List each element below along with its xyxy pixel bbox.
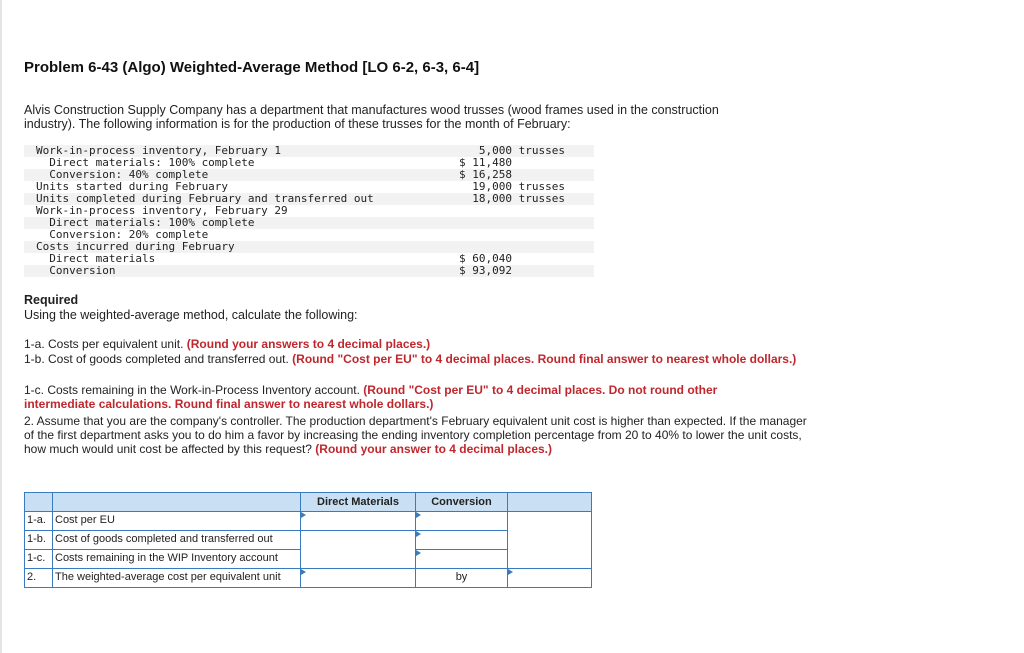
input-marker-icon (416, 531, 421, 537)
instruction-text: 2. Assume that you are the company's controller. The production department's February equivalent unit cost is higher than expected. If the manager of the first department asks you to do him a favor by increasing the ending inventory completion percentage from 20 to 40% to lower the unit costs, how much would unit cost be affected by this request? (24, 414, 807, 456)
instruction-1a (24, 337, 804, 351)
header-blank-num (24, 492, 53, 512)
header-blank-label (52, 492, 301, 512)
required-subheading: Using the weighted-average method, calculate the following: (24, 308, 358, 322)
rounding-note: (Round your answers to 4 decimal places.) (186, 337, 431, 351)
column-divider (300, 530, 301, 569)
data-value: 18,000 trusses (459, 192, 565, 205)
data-label: Conversion: 40% complete (36, 168, 209, 181)
instruction-1c (24, 383, 764, 411)
cost-change-amount-input[interactable] (507, 568, 592, 588)
data-label: Costs incurred during February (36, 240, 235, 253)
data-value: 19,000 trusses (459, 180, 565, 193)
rounding-note: (Round "Cost per EU" to 4 decimal places. Do not round other intermediate calculations. Round final answer to nearest whole dollars.) (24, 383, 718, 411)
instruction-text: 1-b. Cost of goods completed and transferred out. (24, 352, 293, 366)
cost-change-direction-select[interactable] (300, 568, 416, 588)
row-number: 1-a. (24, 511, 53, 531)
required-heading: Required (24, 293, 79, 307)
instruction-1b (24, 352, 804, 366)
input-marker-icon (301, 512, 306, 518)
input-marker-icon (508, 569, 513, 575)
data-value: $ 16,258 (459, 168, 512, 181)
intro-paragraph: Alvis Construction Supply Company has a department that manufactures wood trusses (wood frames used in the construction industry). The following information is for the production of these trusses for the month of February: (24, 103, 719, 131)
data-label: Direct materials: 100% complete (36, 216, 255, 229)
data-label: Work-in-process inventory, February 1 (36, 144, 282, 157)
wip-remaining-input[interactable] (415, 549, 508, 569)
data-value: 5,000 trusses (459, 144, 565, 157)
header-direct-materials: Direct Materials (300, 492, 416, 512)
blank-region (507, 511, 592, 569)
problem-title: Problem 6-43 (Algo) Weighted-Average Method [LO 6-2, 6-3, 6-4] (24, 59, 480, 76)
data-value: $ 11,480 (459, 156, 512, 169)
data-value: $ 93,092 (459, 264, 512, 277)
cost-per-eu-conversion-input[interactable] (415, 511, 508, 531)
left-border (0, 0, 2, 653)
instruction-text: 1-a. Costs per equivalent unit. (24, 337, 187, 351)
data-label: Conversion: 20% complete (36, 228, 209, 241)
rounding-note: (Round "Cost per EU" to 4 decimal places. Round final answer to nearest whole dollars.) (292, 352, 797, 366)
row-label: Cost per EU (52, 511, 301, 531)
data-value: $ 60,040 (459, 252, 512, 265)
row-label: Cost of goods completed and transferred out (52, 530, 301, 550)
input-marker-icon (416, 512, 421, 518)
by-label: by (415, 568, 508, 588)
instruction-2 (24, 414, 814, 456)
data-row (24, 265, 594, 277)
cogs-transferred-input[interactable] (415, 530, 508, 550)
rounding-note: (Round your answer to 4 decimal places.) (315, 442, 553, 456)
data-label: Units completed during February and transferred out (36, 192, 374, 205)
data-label: Direct materials (36, 252, 156, 265)
header-blank-extra (507, 492, 592, 512)
data-label: Conversion (36, 264, 116, 277)
row-number: 1-b. (24, 530, 53, 550)
row-label: Costs remaining in the WIP Inventory account (52, 549, 301, 569)
instruction-text: 1-c. Costs remaining in the Work-in-Process Inventory account. (24, 383, 364, 397)
data-label: Units started during February (36, 180, 229, 193)
input-marker-icon (416, 550, 421, 556)
row-number: 1-c. (24, 549, 53, 569)
data-label: Work-in-process inventory, February 29 (36, 204, 288, 217)
row-label: The weighted-average cost per equivalent unit (52, 568, 301, 588)
data-label: Direct materials: 100% complete (36, 156, 255, 169)
cost-per-eu-direct-materials-input[interactable] (300, 511, 416, 531)
row-number: 2. (24, 568, 53, 588)
header-conversion: Conversion (415, 492, 508, 512)
input-marker-icon (301, 569, 306, 575)
